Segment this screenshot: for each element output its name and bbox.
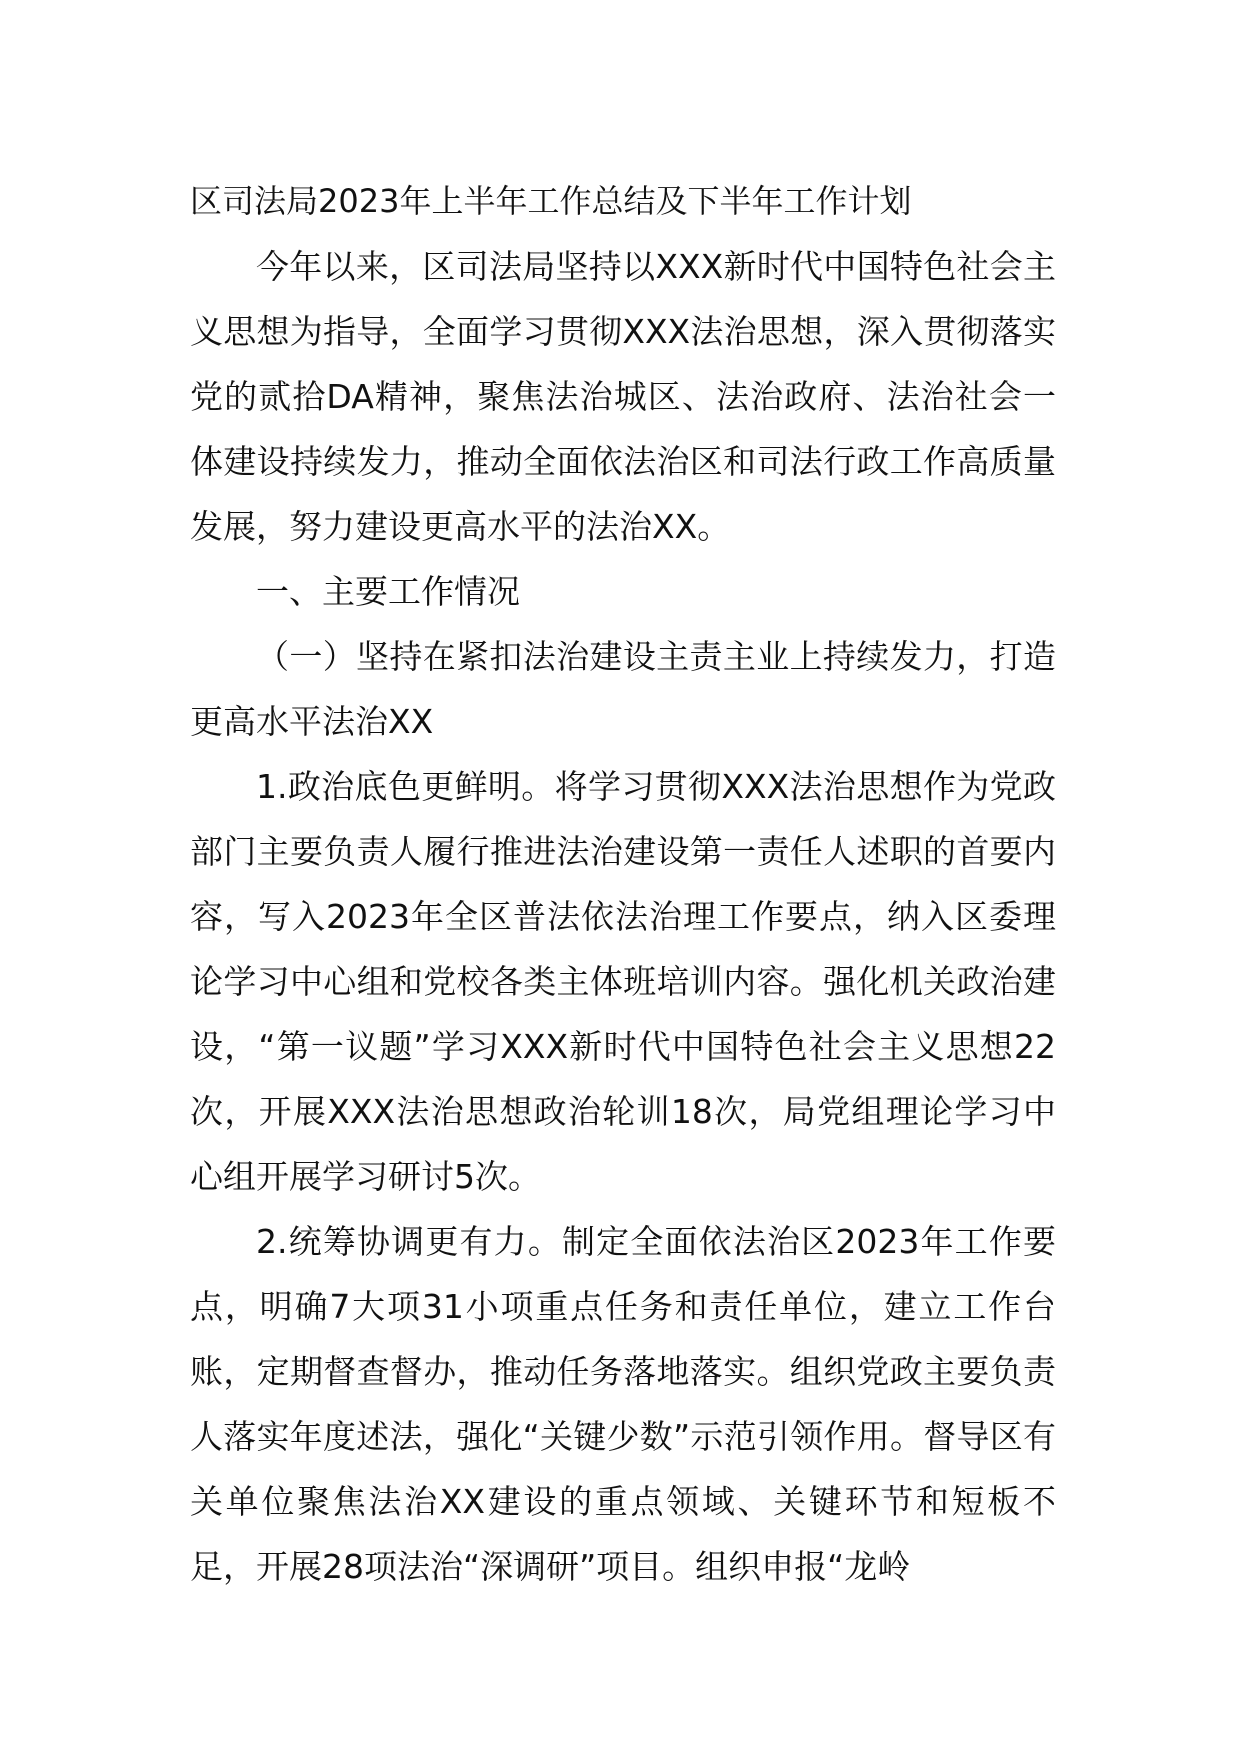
subsection-heading-1: （一）坚持在紧扣法治建设主责主业上持续发力，打造更高水平法治XX (190, 637, 1056, 741)
item-paragraph-2: 2.统筹协调更有力。制定全面依法治区2023年工作要点，明确7大项31小项重点任务和责任单位，建立工作台账，定期督查督办，推动任务落地落实。组织党政主要负责人落实年度述法，强化“关键少数”示范引领作用。督导区有关单位聚焦法治XX建设的重点领域、关键环节和短板不足，开展28项法治“深调研”项目。组织申报“龙岭 (190, 1222, 1056, 1586)
document-title: 区司法局2023年上半年工作总结及下半年工作计划 (190, 182, 912, 220)
intro-paragraph: 今年以来，区司法局坚持以XXX新时代中国特色社会主义思想为指导，全面学习贯彻XXX法治思想，深入贯彻落实党的贰拾DA精神，聚焦法治城区、法治政府、法治社会一体建设持续发力，推动全面依法治区和司法行政工作高质量发展，努力建设更高水平的法治XX。 (190, 247, 1056, 546)
item-paragraph-1: 1.政治底色更鲜明。将学习贯彻XXX法治思想作为党政部门主要负责人履行推进法治建设第一责任人述职的首要内容，写入2023年全区普法依法治理工作要点，纳入区委理论学习中心组和党校各类主体班培训内容。强化机关政治建设，“第一议题”学习XXX新时代中国特色社会主义思想22次，开展XXX法治思想政治轮训18次，局党组理论学习中心组开展学习研讨5次。 (190, 767, 1056, 1196)
document-page (190, 168, 1056, 1599)
section-heading-main-work: 一、主要工作情况 (256, 572, 520, 611)
